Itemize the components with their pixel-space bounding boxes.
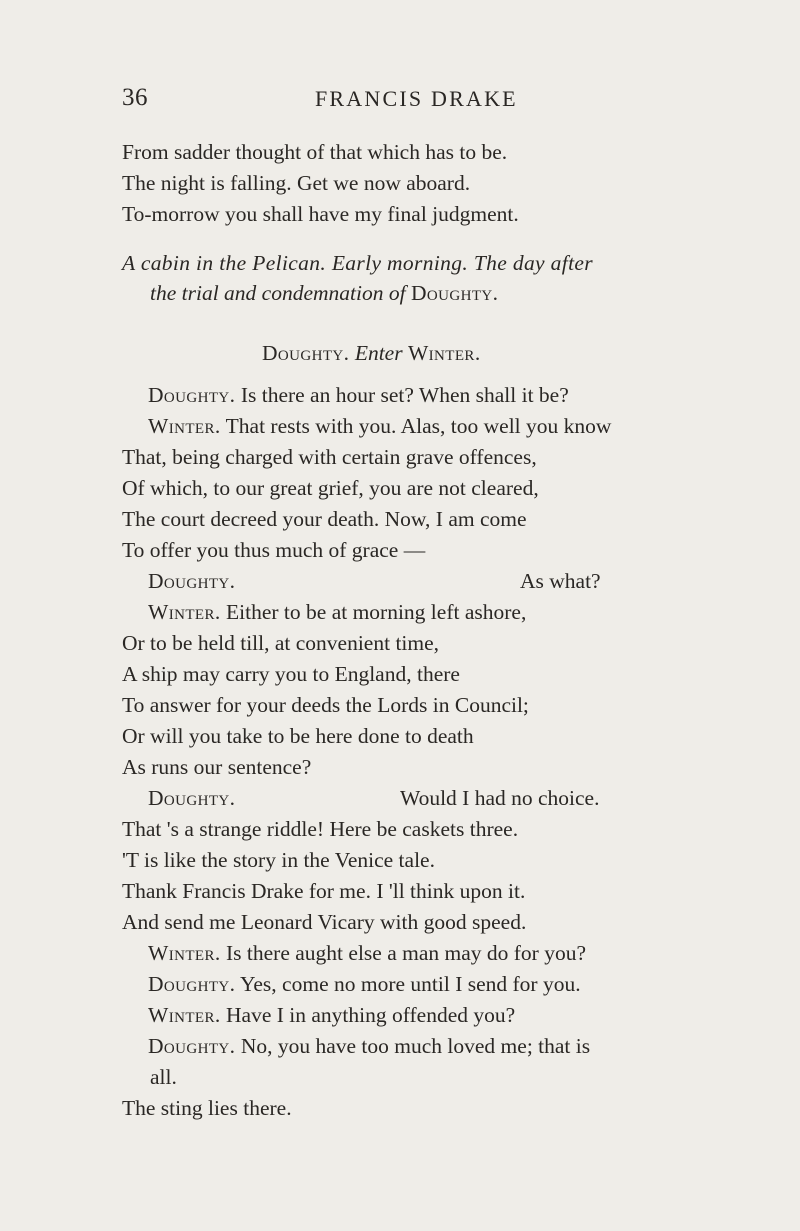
dialogue-line xyxy=(148,380,569,410)
speech: Is there aught else a man may do for you? xyxy=(226,941,587,965)
verse-line: A ship may carry you to England, there xyxy=(122,662,460,686)
dialogue-line xyxy=(148,938,586,968)
speaker-name: Winter. xyxy=(148,1003,221,1027)
dialogue-line xyxy=(148,1031,590,1061)
speech: Have I in anything offended you? xyxy=(226,1003,516,1027)
verse-line: To offer you thus much of grace — xyxy=(122,538,426,562)
page-header xyxy=(0,84,800,120)
speaker-name: Winter. xyxy=(148,941,221,965)
verse-line: The sting lies there. xyxy=(122,1096,292,1120)
dialogue-line xyxy=(148,1000,515,1030)
verse-line: To-morrow you shall have my final judgment. xyxy=(122,202,519,226)
verse-line: Or will you take to be here done to death xyxy=(122,724,474,748)
verse-line: 'T is like the story in the Venice tale. xyxy=(122,848,435,872)
verse-line: That 's a strange riddle! Here be caskets three. xyxy=(122,817,519,841)
verse-line: Thank Francis Drake for me. I 'll think upon it. xyxy=(122,879,526,903)
verse-line: Or to be held till, at convenient time, xyxy=(122,631,440,655)
verse-line: To answer for your deeds the Lords in Council; xyxy=(122,693,529,717)
verse-line: As runs our sentence? xyxy=(122,755,312,779)
speech: As what? xyxy=(520,569,601,593)
verse-line: The court decreed your death. Now, I am come xyxy=(122,507,527,531)
dialogue-line xyxy=(148,597,526,627)
dialogue-line xyxy=(148,411,611,441)
scene-heading-line-2 xyxy=(150,278,498,308)
character-name: Winter. xyxy=(407,341,481,365)
speaker-name: Doughty. xyxy=(148,972,236,996)
speaker-name: Doughty. xyxy=(148,569,236,593)
enter-word: Enter xyxy=(354,341,403,365)
verse-line: From sadder thought of that which has to be. xyxy=(122,140,508,164)
scene-heading-line-1: A cabin in the Pelican. Early morning. The day after xyxy=(122,251,594,275)
verse-line: That, being charged with certain grave offences, xyxy=(122,445,537,469)
speech: No, you have too much loved me; that is xyxy=(240,1034,591,1058)
speech: Yes, come no more until I send for you. xyxy=(240,972,581,996)
speaker-name: Winter. xyxy=(148,600,221,624)
speech: That rests with you. Alas, too well you know xyxy=(225,414,612,438)
speech: Either to be at morning left ashore, xyxy=(226,600,527,624)
verse-line-continuation: all. xyxy=(150,1065,177,1089)
verse-line: And send me Leonard Vicary with good speed. xyxy=(122,910,527,934)
dialogue-line xyxy=(148,969,581,999)
entrance-direction xyxy=(262,338,481,368)
speaker-name: Winter. xyxy=(148,414,221,438)
speech: Is there an hour set? When shall it be? xyxy=(240,383,569,407)
speech: Would I had no choice. xyxy=(400,786,600,810)
speaker-name: Doughty. xyxy=(148,786,236,810)
verse-line: The night is falling. Get we now aboard. xyxy=(122,171,471,195)
verse-line: Of which, to our great grief, you are not cleared, xyxy=(122,476,539,500)
running-head: FRANCIS DRAKE xyxy=(315,86,518,111)
page-number: 36 xyxy=(122,84,148,111)
character-name: Doughty. xyxy=(262,341,350,365)
speaker-name: Doughty. xyxy=(148,383,236,407)
speaker-name: Doughty. xyxy=(148,1034,236,1058)
scene-heading-text: the trial and condemnation of xyxy=(150,281,406,305)
character-name: Doughty. xyxy=(410,281,499,305)
